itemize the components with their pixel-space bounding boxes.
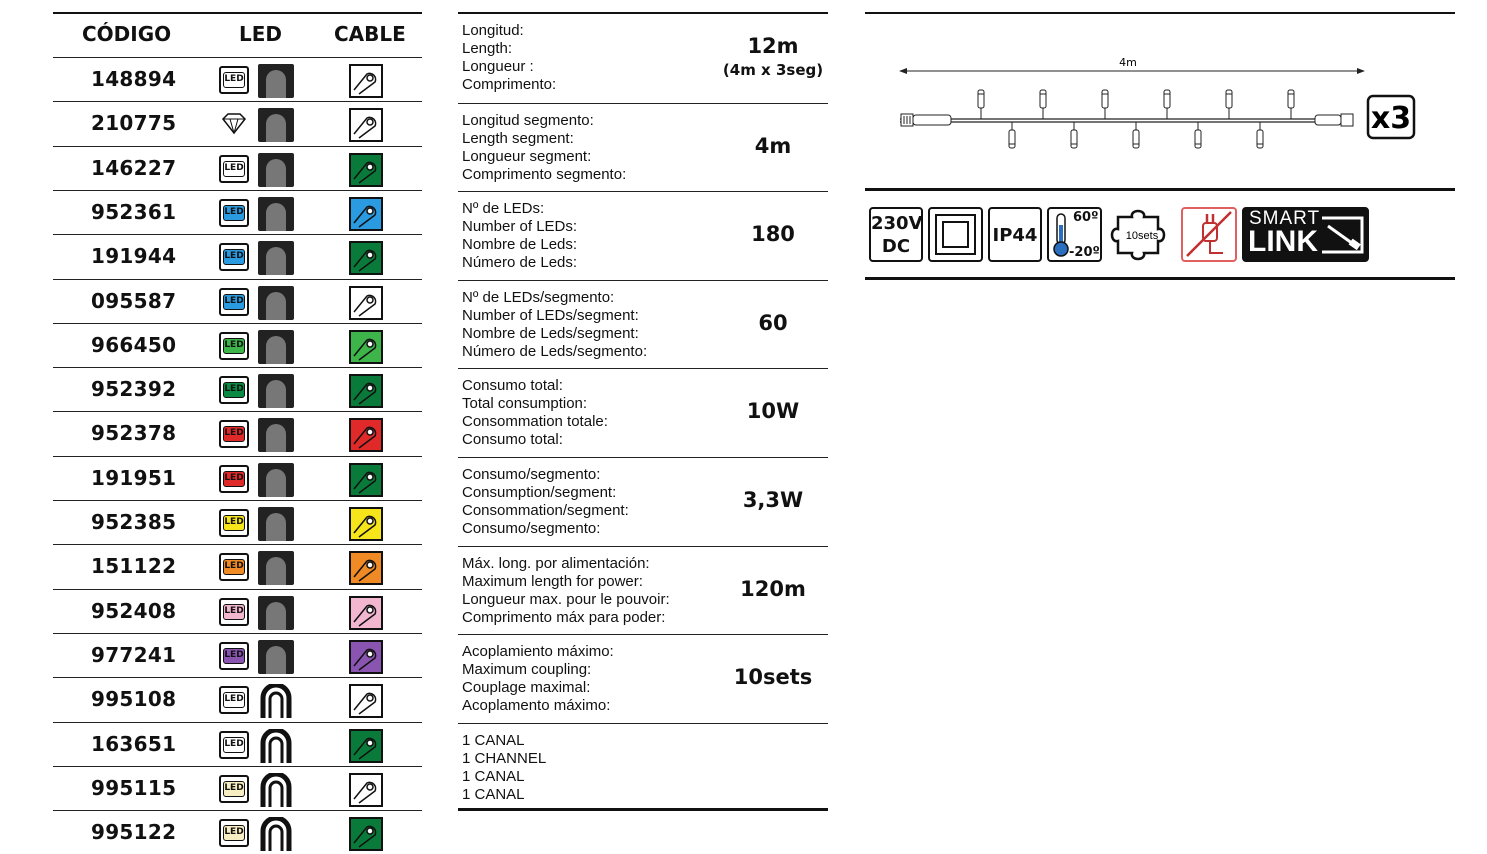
spec-row xyxy=(458,546,828,635)
spec-label: Number of LEDs/segment: xyxy=(462,306,639,324)
led-badge-label: LED xyxy=(223,161,245,177)
table-row xyxy=(53,544,422,588)
spec-labels xyxy=(462,22,556,94)
led-type-icon xyxy=(219,465,249,493)
header-led: LED xyxy=(239,22,283,46)
table-row xyxy=(53,323,422,367)
spec-label: Consommation/segment: xyxy=(462,502,629,519)
spec-label: Maximum coupling: xyxy=(462,661,592,679)
spec-value: 10W xyxy=(746,399,800,424)
spec-label: Nombre de Leds/segment: xyxy=(462,324,639,342)
bulb-shape-icon xyxy=(258,374,294,408)
table-row xyxy=(53,367,422,411)
spec-row xyxy=(458,191,828,280)
bulb-shape-icon xyxy=(260,773,292,807)
bulb-shape-icon xyxy=(258,64,294,98)
spec-value: 60 xyxy=(758,310,788,335)
bulb-shape-icon xyxy=(258,197,294,231)
multiplier-label: x3 xyxy=(1370,101,1412,136)
header-codigo: CÓDIGO xyxy=(82,22,172,46)
product-code: 952361 xyxy=(91,199,177,224)
led-type-icon xyxy=(219,420,249,448)
table-row xyxy=(53,411,422,455)
spec-labels xyxy=(462,377,608,449)
table-row xyxy=(53,677,422,721)
led-type-icon xyxy=(219,598,249,626)
table-row xyxy=(53,279,422,323)
bulb-shape-icon xyxy=(258,108,294,142)
product-code: 191951 xyxy=(91,465,177,490)
spec-label: Consumo total: xyxy=(462,431,563,449)
led-type-icon xyxy=(219,332,249,360)
cable-color-icon xyxy=(349,64,383,98)
voltage-value: 230V xyxy=(871,213,923,234)
spec-label: Longitud segmento: xyxy=(462,111,594,129)
cable-color-icon xyxy=(349,507,383,541)
led-badge-label: LED xyxy=(223,205,245,221)
led-type-icon xyxy=(219,642,249,670)
spec-value: 180 xyxy=(751,222,795,247)
spec-label: Consumo/segmento: xyxy=(462,466,601,483)
double-insulation-icon xyxy=(928,207,983,262)
ip-rating: IP44 xyxy=(992,225,1038,246)
led-type-icon xyxy=(219,819,249,847)
product-code: 952378 xyxy=(91,421,177,446)
bulb-shape-icon xyxy=(260,684,292,718)
bulb-shape-icon xyxy=(258,640,294,674)
led-badge-label: LED xyxy=(223,382,245,398)
product-code: 146227 xyxy=(91,155,177,180)
spec-labels xyxy=(462,555,670,627)
cable-color-icon xyxy=(349,108,383,142)
led-type-icon xyxy=(219,731,249,759)
spec-value: 4m xyxy=(754,133,792,158)
table-row xyxy=(53,456,422,500)
cable-color-icon xyxy=(349,640,383,674)
bulb-shape-icon xyxy=(260,729,292,763)
led-type-icon xyxy=(219,288,249,316)
led-badge-label: LED xyxy=(223,338,245,354)
table-row xyxy=(53,633,422,677)
led-type-icon xyxy=(219,509,249,537)
table-row xyxy=(53,234,422,278)
spec-labels xyxy=(462,289,647,361)
led-type-icon xyxy=(219,775,249,803)
led-type-icon xyxy=(219,376,249,404)
spec-label: Longueur : xyxy=(462,58,534,75)
product-code: 966450 xyxy=(91,332,177,357)
cable-color-icon xyxy=(349,684,383,718)
led-type-icon xyxy=(219,243,249,271)
bulb-shape-icon xyxy=(258,286,294,320)
spec-label: Couplage maximal: xyxy=(462,679,591,697)
led-type-icon xyxy=(219,553,249,581)
spec-labels xyxy=(462,732,546,804)
led-badge-label: LED xyxy=(223,604,245,620)
spec-label: Número de Leds/segmento: xyxy=(462,342,648,360)
spec-label: Acoplamiento máximo: xyxy=(462,643,614,661)
spec-row xyxy=(458,368,828,457)
product-code: 191944 xyxy=(91,244,177,269)
spec-label: Consumo total: xyxy=(462,377,563,395)
led-badge-label: LED xyxy=(223,249,245,265)
spec-label: Acoplamento máximo: xyxy=(462,697,611,715)
smart-link-icon xyxy=(1242,207,1369,262)
table-row xyxy=(53,722,422,766)
bulb-shape-icon xyxy=(258,551,294,585)
puzzle-coupling-icon xyxy=(1106,205,1178,265)
spec-row xyxy=(458,103,828,192)
spec-row xyxy=(458,14,828,103)
bulb-shape-icon xyxy=(258,153,294,187)
cable-color-icon xyxy=(349,241,383,275)
product-code: 952408 xyxy=(91,598,177,623)
bulb-shape-icon xyxy=(258,463,294,497)
table-row xyxy=(53,589,422,633)
spec-label: Consumption/segment: xyxy=(462,484,617,501)
product-code: 995108 xyxy=(91,687,177,712)
spec-table-bottom-rule xyxy=(458,808,828,811)
cable-color-icon xyxy=(349,286,383,320)
spec-label: 1 CANAL xyxy=(462,731,525,749)
spec-labels xyxy=(462,466,629,538)
spec-label: Longitud: xyxy=(462,22,524,39)
led-badge-label: LED xyxy=(223,825,245,841)
led-badge-label: LED xyxy=(223,692,245,708)
product-code: 148894 xyxy=(91,67,177,91)
led-badge-label: LED xyxy=(223,559,245,575)
spec-row xyxy=(458,723,828,812)
cable-color-icon xyxy=(349,197,383,231)
table-row xyxy=(53,146,422,190)
spec-label: 1 CANAL xyxy=(462,767,525,785)
spec-label: Consommation totale: xyxy=(462,413,608,431)
spec-label: Length segment: xyxy=(462,129,574,147)
led-type-icon xyxy=(219,686,249,714)
spec-row xyxy=(458,457,828,546)
spec-label: 1 CANAL xyxy=(462,785,525,803)
product-code: 995122 xyxy=(91,820,177,845)
spec-label: Consumo/segmento: xyxy=(462,520,601,537)
length-label: 4m xyxy=(1119,56,1137,69)
cable-color-icon xyxy=(349,729,383,763)
led-badge-label: LED xyxy=(223,72,245,88)
spec-value: 12m xyxy=(747,34,799,58)
spec-label: Length: xyxy=(462,40,513,57)
bulb-shape-icon xyxy=(260,817,292,851)
spec-label: Nº de LEDs/segmento: xyxy=(462,288,615,306)
product-code: 151122 xyxy=(91,554,177,579)
ip-rating-icon xyxy=(988,207,1042,262)
temp-min: -20º xyxy=(1069,245,1100,260)
spec-value: 10sets xyxy=(733,665,813,690)
spec-value: 3,3W xyxy=(742,488,804,512)
spec-labels xyxy=(462,200,577,272)
led-badge-label: LED xyxy=(223,648,245,664)
cable-color-icon xyxy=(349,418,383,452)
temp-max: 60º xyxy=(1073,210,1099,225)
product-code: 210775 xyxy=(91,111,177,136)
spec-label: Comprimento segmento: xyxy=(462,165,627,183)
spec-label: Longueur max. pour le pouvoir: xyxy=(462,590,670,608)
bulb-shape-icon xyxy=(258,418,294,452)
spec-label: Máx. long. por alimentación: xyxy=(462,554,650,572)
spec-label: Nº de LEDs: xyxy=(462,200,545,218)
table-row xyxy=(53,810,422,854)
led-badge-label: LED xyxy=(223,294,245,310)
bulb-shape-icon xyxy=(258,241,294,275)
spec-label: Número de Leds: xyxy=(462,254,578,272)
led-badge-label: LED xyxy=(223,471,245,487)
spec-labels xyxy=(462,643,614,715)
cable-color-icon xyxy=(349,463,383,497)
led-badge-label: LED xyxy=(223,737,245,753)
product-code: 952392 xyxy=(91,377,177,402)
plug-right xyxy=(1315,115,1341,125)
spec-label: Longueur segment: xyxy=(462,147,592,165)
bulb-shape-icon xyxy=(258,596,294,630)
led-type-icon xyxy=(219,66,249,94)
cable-color-icon xyxy=(349,551,383,585)
cable-color-icon xyxy=(349,374,383,408)
product-code: 095587 xyxy=(91,288,177,313)
cable-color-icon xyxy=(349,596,383,630)
table-row xyxy=(53,190,422,234)
icons-top-rule xyxy=(865,188,1455,191)
led-badge-label: LED xyxy=(223,426,245,442)
cable-color-icon xyxy=(349,773,383,807)
spec-labels xyxy=(462,112,626,184)
table-row xyxy=(53,57,422,101)
bulb-shape-icon xyxy=(258,330,294,364)
product-code: 977241 xyxy=(91,642,177,667)
table-row xyxy=(53,101,422,145)
string-light-diagram xyxy=(865,40,1455,180)
led-badge-label: LED xyxy=(223,515,245,531)
spec-label: Nombre de Leds: xyxy=(462,236,578,254)
spec-row xyxy=(458,280,828,369)
spec-label: Comprimento: xyxy=(462,76,557,93)
cable-color-icon xyxy=(349,153,383,187)
spec-row xyxy=(458,634,828,723)
header-cable: CABLE xyxy=(334,22,406,46)
left-table-header xyxy=(53,12,422,56)
led-badge-label: LED xyxy=(223,781,245,797)
spec-label: 1 CHANNEL xyxy=(462,749,547,767)
product-code: 995115 xyxy=(91,775,177,800)
diagram-top-rule xyxy=(865,12,1455,14)
diamond-icon xyxy=(219,112,249,136)
led-type-icon xyxy=(219,155,249,183)
current-type: DC xyxy=(881,236,911,257)
bulb-shape-icon xyxy=(258,507,294,541)
voltage-icon xyxy=(869,207,923,262)
no-plug-icon xyxy=(1181,207,1237,262)
product-code: 163651 xyxy=(91,731,177,756)
spec-label: Maximum length for power: xyxy=(462,572,643,590)
coupling-sets: 10sets xyxy=(1125,230,1159,242)
spec-label: Total consumption: xyxy=(462,395,588,413)
table-row xyxy=(53,500,422,544)
table-row xyxy=(53,766,422,810)
spec-value-detail: (4m x 3seg) xyxy=(722,61,824,79)
cable-color-icon xyxy=(349,817,383,851)
spec-label: Number of LEDs: xyxy=(462,218,578,236)
link-label: LINK xyxy=(1248,225,1318,258)
icons-bottom-rule xyxy=(865,277,1455,280)
spec-label: Comprimento máx para poder: xyxy=(462,608,666,626)
spec-value: 120m xyxy=(740,576,806,601)
led-type-icon xyxy=(219,199,249,227)
temperature-icon xyxy=(1047,207,1102,262)
cable-color-icon xyxy=(349,330,383,364)
smart-label: SMART xyxy=(1249,208,1321,229)
product-code: 952385 xyxy=(91,510,177,534)
